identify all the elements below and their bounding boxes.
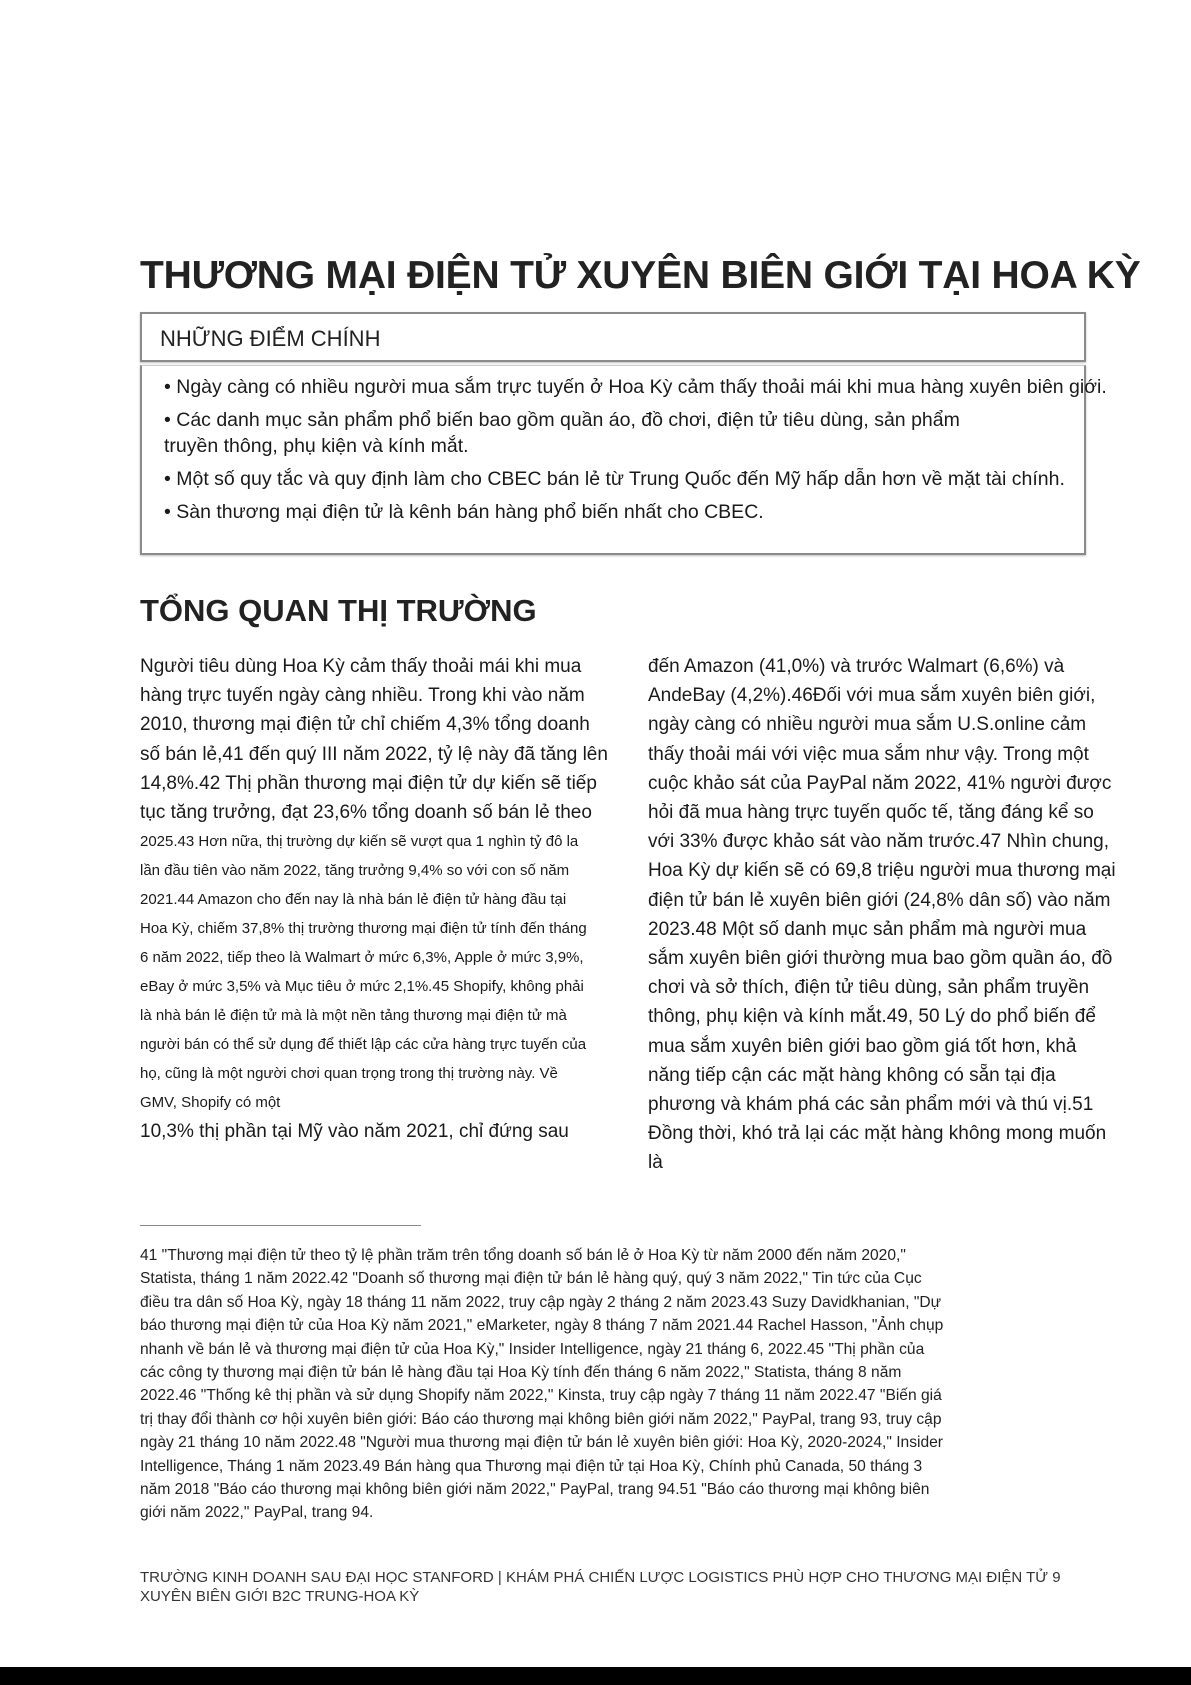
footnote-line: các công ty thương mại điện tử bán lẻ hàng đầu tại Hoa Kỳ tính đến tháng 6 năm 2022," Statista, tháng 8 năm [140, 1364, 902, 1382]
text-line: GMV, Shopify có một [140, 1094, 281, 1112]
key-point-line: • Các danh mục sản phẩm phổ biến bao gồm quần áo, đồ chơi, điện tử tiêu dùng, sản phẩm [164, 409, 960, 431]
page-footer [140, 1568, 1061, 1606]
section-title: TỔNG QUAN THỊ TRƯỜNG [140, 593, 537, 628]
text-line: Hoa Kỳ dự kiến sẽ có 69,8 triệu người mua thương mại [648, 860, 1116, 882]
text-line: tục tăng trưởng, đạt 23,6% tổng doanh số bán lẻ theo [140, 802, 592, 824]
key-point-item: • Ngày càng có nhiều người mua sắm trực tuyến ở Hoa Kỳ cảm thấy thoải mái khi mua hàng xuyên biên giới. [164, 376, 1107, 398]
text-line: Người tiêu dùng Hoa Kỳ cảm thấy thoải mái khi mua [140, 656, 582, 677]
text-line: sắm xuyên biên giới thường mua bao gồm quần áo, đồ [648, 948, 1113, 970]
text-line: thông, phụ kiện và kính mắt.49, 50 Lý do phổ biến để [648, 1006, 1096, 1028]
footer-line: TRƯỜNG KINH DOANH SAU ĐẠI HỌC STANFORD | KHÁM PHÁ CHIẾN LƯỢC LOGISTICS PHÙ HỢP CHO THƯƠNG MẠI ĐIỆN TỬ 9 [140, 1569, 1061, 1586]
footnotes [140, 1244, 943, 1525]
text-line: họ, cũng là một người chơi quan trọng trong thị trường này. Về [140, 1065, 558, 1083]
footnote-line: Intelligence, Tháng 1 năm 2023.49 Bán hàng qua Thương mại điện tử tại Hoa Kỳ, Chính phủ Canada, 50 tháng 3 [140, 1457, 923, 1475]
text-line: điện tử bán lẻ xuyên biên giới (24,8% dân số) vào năm [648, 889, 1111, 911]
footnote-line: ngày 21 tháng 10 năm 2022.48 "Người mua thương mại điện tử bán lẻ xuyên biên giới: Hoa Kỳ, 2020-2024," Insider [140, 1434, 943, 1452]
text-line: cuộc khảo sát của PayPal năm 2022, 41% người được [648, 772, 1112, 794]
text-line: là [648, 1152, 663, 1174]
footnote-line: 2022.46 "Thống kê thị phần và sử dụng Shopify năm 2022," Kinsta, truy cập ngày 7 tháng 11 năm 2022.47 "Biến giá [140, 1387, 942, 1405]
footnote-line: trị thay đổi thành cơ hội xuyên biên giới: Báo cáo thương mại không biên giới năm 2022," PayPal, trang 93, truy cập [140, 1410, 942, 1428]
page-title: THƯƠNG MẠI ĐIỆN TỬ XUYÊN BIÊN GIỚI TẠI HOA KỲ [140, 254, 1141, 297]
text-line: Hoa Kỳ, chiếm 37,8% thị trường thương mại điện tử tính đến tháng [140, 920, 587, 938]
text-line: chơi và sở thích, điện tử tiêu dùng, sản phẩm truyền [648, 977, 1090, 999]
text-line: AndeBay (4,2%).46Đối với mua sắm xuyên biên giới, [648, 685, 1096, 707]
text-line: 14,8%.42 Thị phần thương mại điện tử dự kiến sẽ tiếp [140, 772, 597, 794]
key-point-item [164, 407, 1191, 459]
footnote-line: nhanh về bán lẻ và thương mại điện tử của Hoa Kỳ," Insider Intelligence, ngày 21 tháng 6, 2022.45 "Thị phần của [140, 1340, 925, 1358]
key-point-item: • Sàn thương mại điện tử là kênh bán hàng phổ biến nhất cho CBEC. [164, 501, 764, 523]
left-paragraph-small [140, 827, 650, 1117]
text-line: 2025.43 Hơn nữa, thị trường dự kiến sẽ vượt qua 1 nghìn tỷ đô la [140, 833, 579, 851]
footnote-divider [140, 1225, 421, 1226]
left-paragraph-bottom [140, 1117, 650, 1146]
text-line: năng tiếp cận các mặt hàng không có sẵn tại địa [648, 1064, 1056, 1086]
text-line: thấy thoải mái với việc mua sắm như vậy. Trong một [648, 743, 1089, 765]
text-line: đến Amazon (41,0%) và trước Walmart (6,6%) và [648, 656, 1065, 677]
text-line: số bán lẻ,41 đến quý III năm 2022, tỷ lệ này đã tăng lên [140, 743, 608, 765]
text-line: hỏi đã mua hàng trực tuyến quốc tế, tăng đáng kể so [648, 802, 1094, 824]
footnote-line: Statista, tháng 1 năm 2022.42 "Doanh số thương mại điện tử bán lẻ hàng quý, quý 3 năm 2022," Tin tức của Cục [140, 1270, 922, 1288]
text-line: với 33% được khảo sát vào năm trước.47 Nhìn chung, [648, 831, 1109, 853]
text-line: 2023.48 Một số danh mục sản phẩm mà người mua [648, 918, 1087, 940]
footer-line: XUYÊN BIÊN GIỚI B2C TRUNG-HOA KỲ [140, 1588, 420, 1605]
left-paragraph-top [140, 652, 650, 827]
key-points-box [140, 365, 1107, 555]
text-line: phương và khám phá các sản phẩm mới và thú vị.51 [648, 1094, 1094, 1116]
footnote-line: giới năm 2022," PayPal, trang 94. [140, 1504, 374, 1522]
footnote-line: báo thương mại điện tử của Hoa Kỳ năm 2021," eMarketer, ngày 8 tháng 7 năm 2021.44 Rachel Hasson, "Ảnh chụp [140, 1317, 944, 1335]
right-column [648, 652, 1148, 1178]
text-line: là nhà bán lẻ điện tử mà là một nền tảng thương mại điện tử mà [140, 1007, 567, 1025]
key-points-heading: NHỮNG ĐIỂM CHÍNH [140, 312, 1086, 362]
key-points-list [164, 374, 1191, 532]
key-point-line: truyền thông, phụ kiện và kính mắt. [164, 435, 469, 457]
text-line: người bán có thể sử dụng để thiết lập các cửa hàng trực tuyến của [140, 1036, 587, 1054]
text-line: 2010, thương mại điện tử chỉ chiếm 4,3% tổng doanh [140, 714, 590, 736]
text-line: 2021.44 Amazon cho đến nay là nhà bán lẻ điện tử hàng đầu tại [140, 891, 567, 909]
text-line: Đồng thời, khó trả lại các mặt hàng không mong muốn [648, 1123, 1107, 1145]
text-line: lần đầu tiên vào năm 2022, tăng trưởng 9,4% so với con số năm [140, 862, 570, 880]
footnote-line: năm 2018 "Báo cáo thương mại không biên giới năm 2022," PayPal, trang 94.51 "Báo cáo thương mại không biên [140, 1481, 930, 1499]
footnote-line: 41 "Thương mại điện tử theo tỷ lệ phần trăm trên tổng doanh số bán lẻ ở Hoa Kỳ từ năm 2000 đến năm 2020," [140, 1247, 906, 1264]
text-line: eBay ở mức 3,5% và Mục tiêu ở mức 2,1%.45 Shopify, không phải [140, 978, 584, 996]
text-line: 6 năm 2022, tiếp theo là Walmart ở mức 6,3%, Apple ở mức 3,9%, [140, 949, 584, 967]
text-line: hàng trực tuyến ngày càng nhiều. Trong khi vào năm [140, 685, 585, 707]
text-line: ngày càng có nhiều người mua sắm U.S.online cảm [648, 714, 1087, 736]
key-point-item: • Một số quy tắc và quy định làm cho CBEC bán lẻ từ Trung Quốc đến Mỹ hấp dẫn hơn về mặt tài chính. [164, 468, 1065, 490]
footnote-line: điều tra dân số Hoa Kỳ, ngày 18 tháng 11 năm 2022, truy cập ngày 2 tháng 2 năm 2023.43 Suzy Davidkhanian, "Dự [140, 1293, 942, 1311]
left-column [140, 652, 650, 1146]
text-line: mua sắm xuyên biên giới bao gồm giá tốt hơn, khả [648, 1035, 1077, 1057]
text-line: 10,3% thị phần tại Mỹ vào năm 2021, chỉ đứng sau [140, 1121, 569, 1143]
